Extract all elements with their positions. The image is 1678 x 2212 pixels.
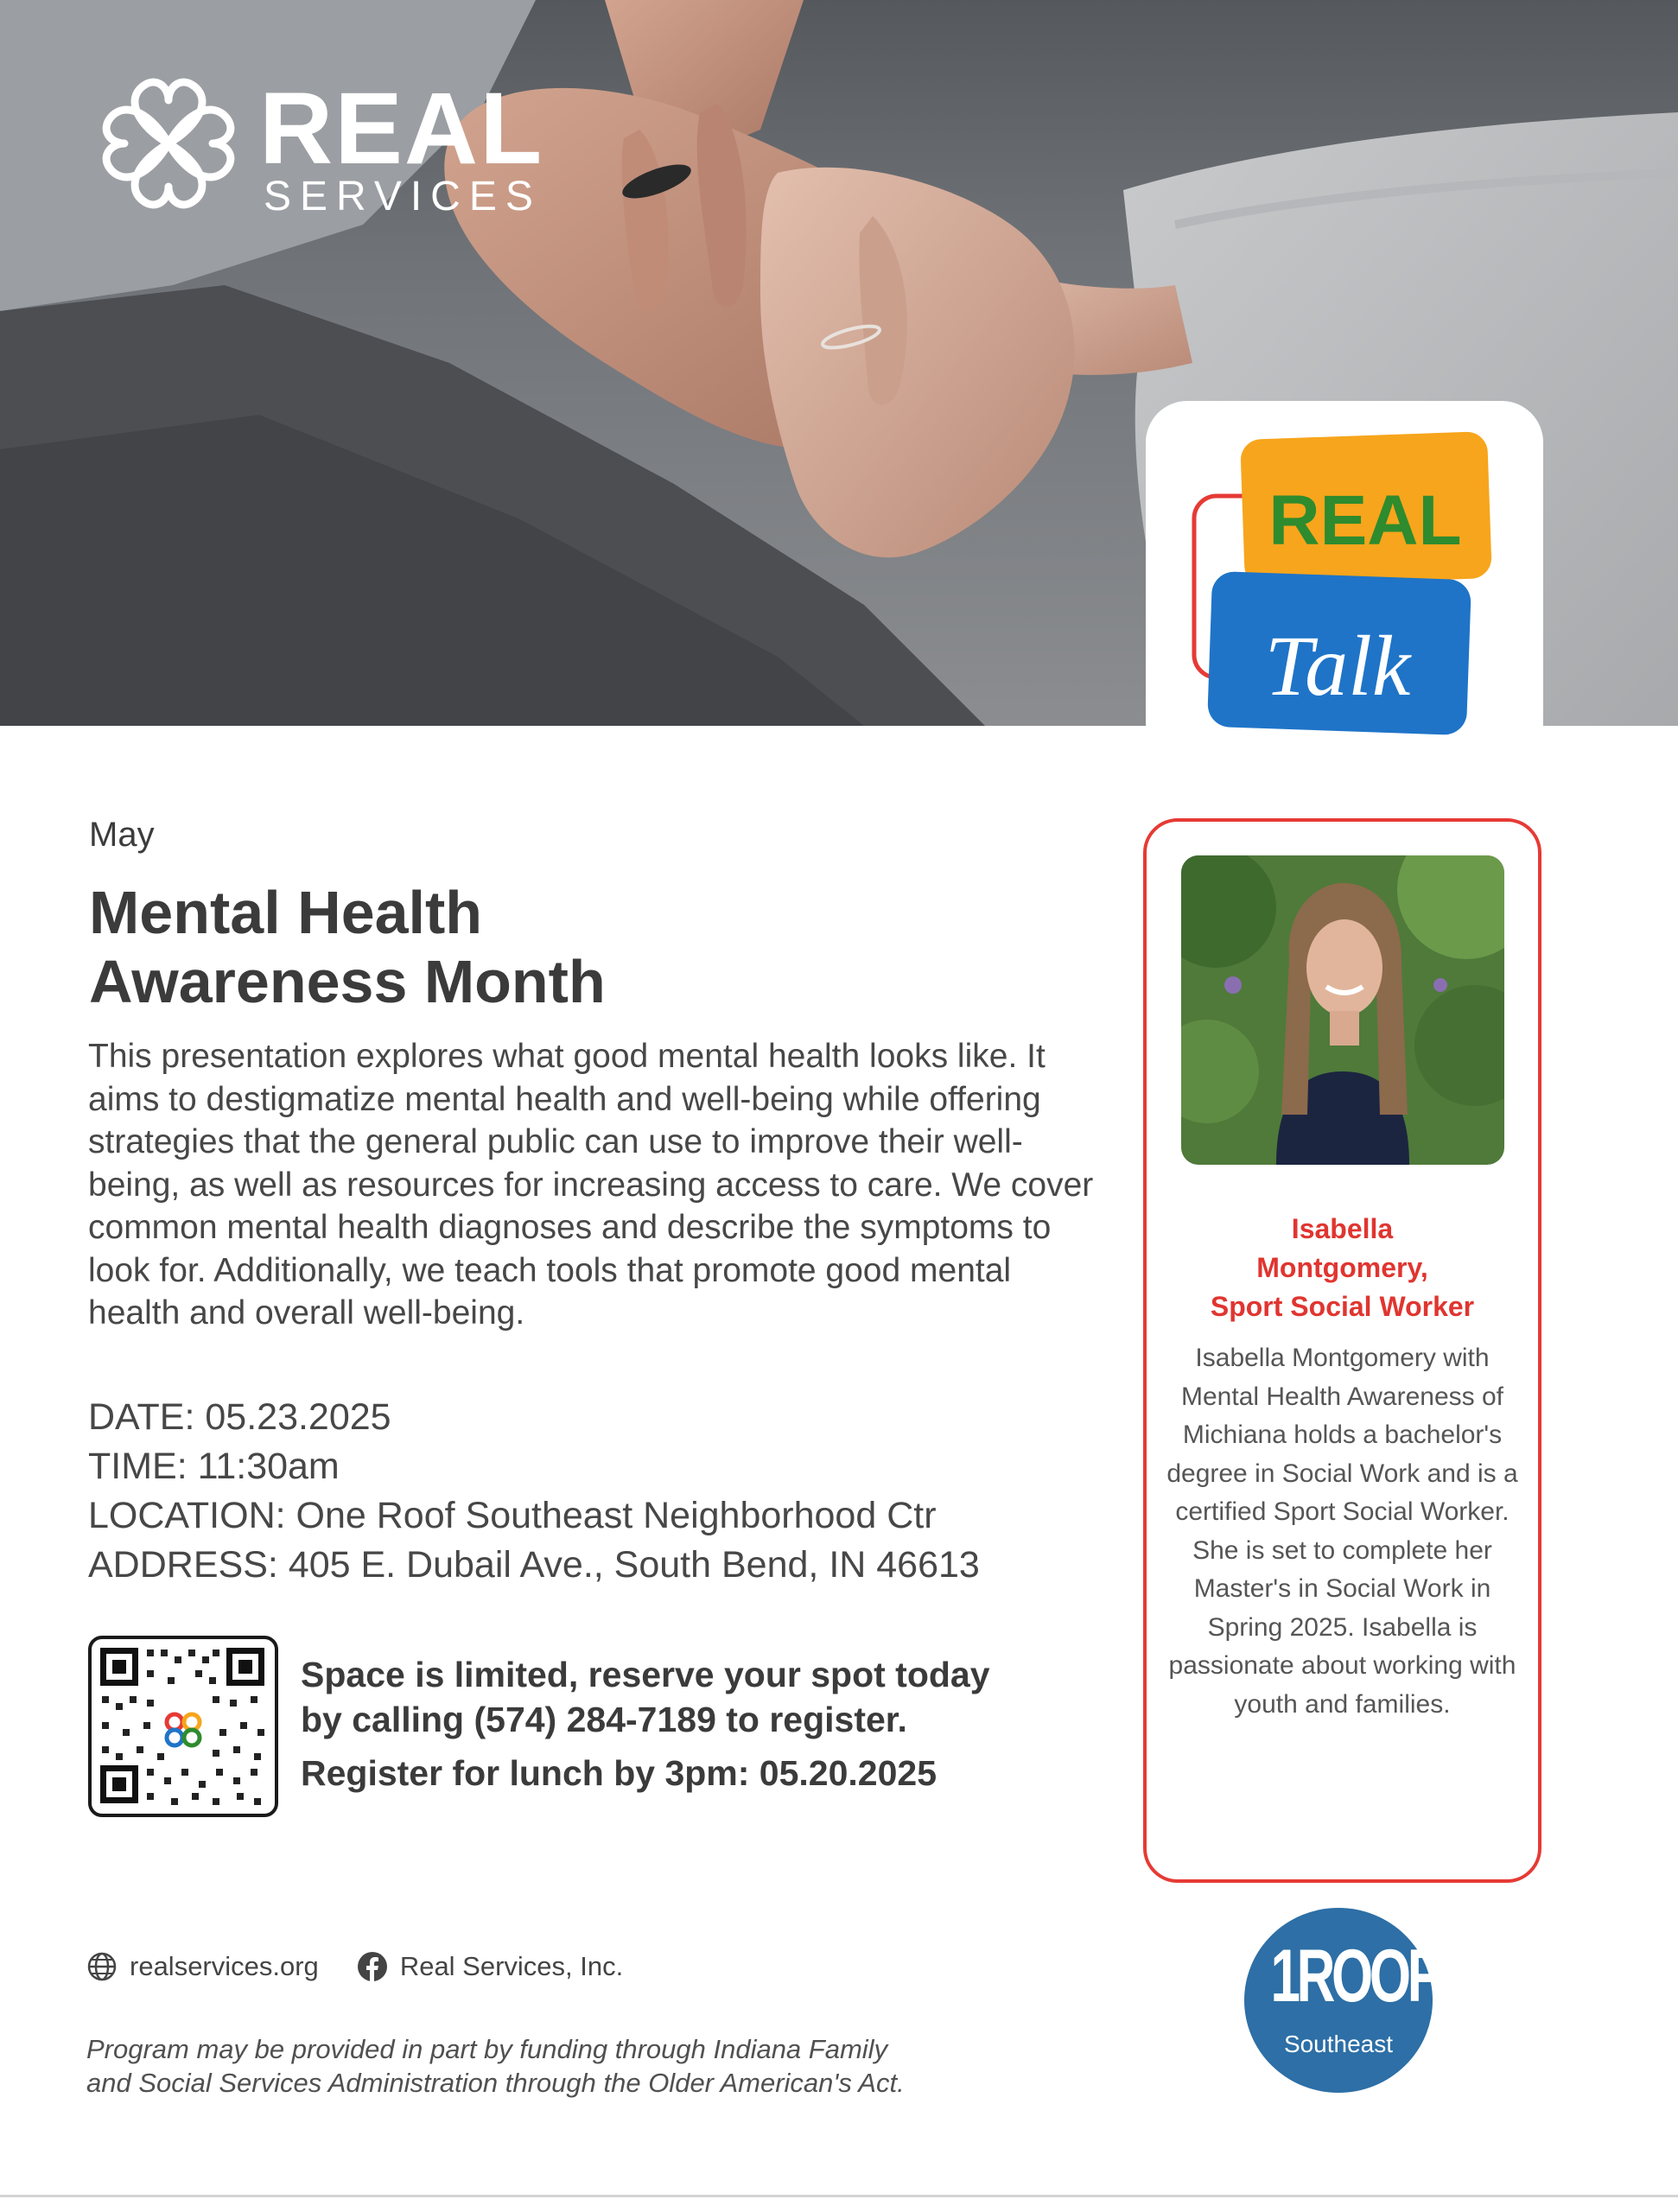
badge-top-text: REAL (1268, 481, 1462, 560)
event-time: TIME: 11:30am (88, 1446, 340, 1487)
cta-line3: Register for lunch by 3pm: 05.20.2025 (301, 1753, 937, 1793)
real-talk-graphic (1146, 401, 1543, 764)
event-location: LOCATION: One Roof Southeast Neighborhood Ctr (88, 1495, 937, 1536)
disclaimer-line2: and Social Services Administration through the Older American's Act. (86, 2068, 905, 2098)
clover-hearts-icon (86, 74, 251, 221)
registration-qr-code[interactable] (88, 1636, 278, 1817)
real-talk-badge (1146, 401, 1543, 764)
event-date: DATE: 05.23.2025 (88, 1396, 391, 1438)
speaker-role: Sport Social Worker (1210, 1291, 1475, 1322)
cta-line1: Space is limited, reserve your spot today (301, 1655, 990, 1694)
event-address: ADDRESS: 405 E. Dubail Ave., South Bend, IN 46613 (88, 1544, 980, 1586)
website-link[interactable] (86, 1951, 319, 1982)
page-bottom-divider (0, 2195, 1678, 2197)
partner-logo-sub: Southeast (1283, 2031, 1394, 2057)
partner-logo-word: 1ROOF (1270, 1935, 1437, 2018)
speaker-name (1147, 1210, 1538, 1326)
real-services-logo (86, 74, 553, 230)
disclaimer-line1: Program may be provided in part by funding through Indiana Family (86, 2034, 888, 2064)
speaker-name-line1: Isabella (1291, 1213, 1394, 1244)
event-details (88, 1393, 980, 1590)
globe-icon (86, 1951, 118, 1982)
registration-callout (301, 1652, 990, 1796)
event-title (89, 878, 606, 1016)
speaker-bio: Isabella Montgomery with Mental Health Awareness of Michiana holds a bachelor's degree in Social Work and is a certified Sport Social Worker. She is set to complete her Master's in Social Work in Spring 2025. Isabella is passionate about working with youth and families. (1166, 1344, 1518, 1719)
facebook-icon (357, 1951, 388, 1982)
logo-subword: SERVICES (264, 174, 542, 219)
facebook-link[interactable] (357, 1951, 623, 1982)
cta-line2: by calling (574) 284-7189 to register. (301, 1700, 907, 1739)
speaker-photo (1181, 855, 1504, 1165)
event-description: This presentation explores what good mental health looks like. It aims to destigmatize mental health and well-being while offering strategies that the general public can use to improve their well-being, as well as resources for increasing access to care. We cover common mental health diagnoses and describe the symptoms to look for. Additionally, we teach tools that promote good mental health and overall well-being. (88, 1038, 1094, 1332)
logo-word: REAL (259, 72, 544, 186)
event-title-line2: Awareness Month (89, 948, 606, 1015)
qr-code-icon (92, 1639, 275, 1814)
funding-disclaimer (86, 2032, 905, 2100)
event-title-line1: Mental Health (89, 879, 483, 946)
website-text: realservices.org (130, 1951, 319, 1981)
facebook-text: Real Services, Inc. (399, 1951, 624, 1981)
badge-bottom-text: Talk (1264, 618, 1411, 714)
speaker-name-line2: Montgomery, (1256, 1252, 1428, 1283)
footer-links (86, 1951, 661, 1982)
speaker-portrait (1181, 855, 1504, 1165)
one-roof-southeast-logo (1244, 1908, 1437, 2093)
event-month: May (89, 816, 155, 854)
